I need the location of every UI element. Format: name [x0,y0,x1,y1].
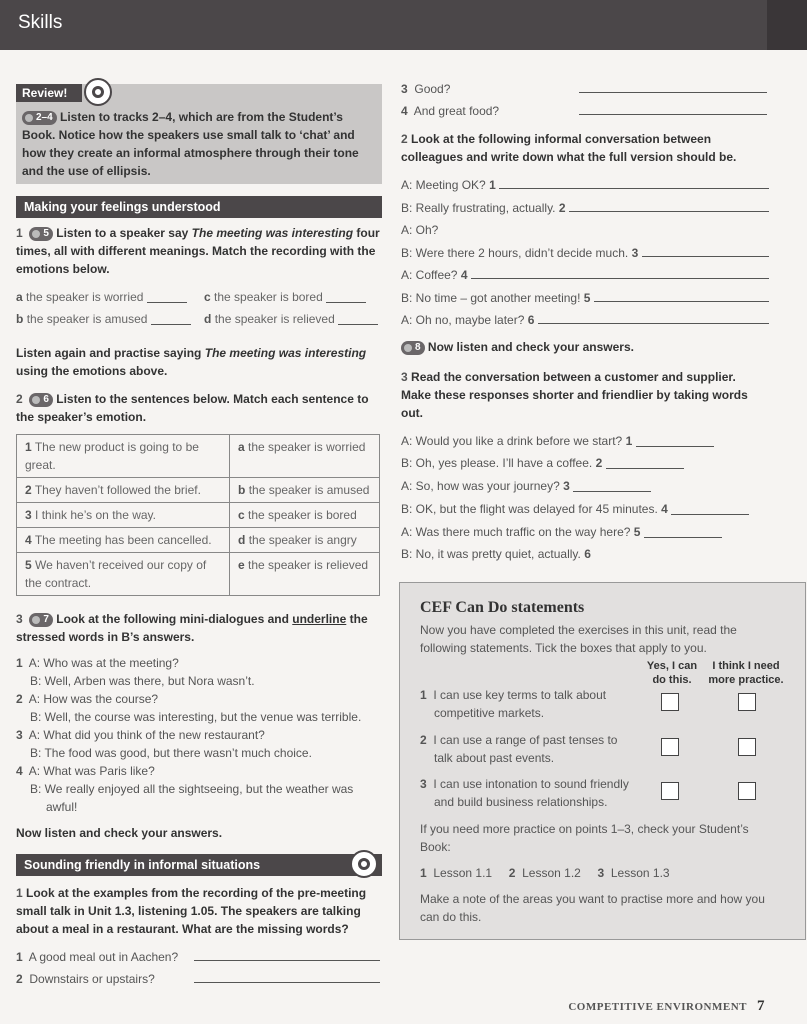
page-title: Skills [18,12,63,33]
option-b: b the speaker is amused [16,312,191,326]
conversation-customer-supplier [401,432,769,569]
page-number: 7 [757,998,765,1014]
list-item: 4 A: What was Paris like? [16,764,155,778]
cef-can-do-box [399,582,806,940]
page-header [0,0,807,50]
exercise-1-options [16,290,382,336]
footer-section: COMPETITIVE ENVIRONMENT [568,1001,747,1013]
column-heading-yes: Yes, I can do this. [646,660,698,686]
review-box [16,84,382,184]
checkbox-practice-2[interactable] [738,738,756,756]
audio-track-icon: 7 [29,613,53,627]
cef-lessons: 1 Lesson 1.1 2 Lesson 1.2 3 Lesson 1.3 [420,866,670,880]
exercise-1-instruction: 1 5 Listen to a speaker say The meeting was interesting four times, all with different meanings. Match the recording with the emotions below. [16,226,380,276]
page-footer [568,998,765,1015]
list-item: A: So, how was your journey? 3 [401,477,769,500]
table-row: 2 They haven’t followed the brief. b the speaker is amused [17,478,380,503]
section-heading-sounding: Sounding friendly in informal situations [16,854,382,876]
left-column [16,84,382,992]
practise-instruction: Listen again and practise saying The meeting was interesting using the emotions above. [16,346,367,378]
list-item: A: Was there much traffic on the way here? 5 [401,523,769,546]
review-label-bar [16,84,82,102]
sounding-exercise-2-instruction: 2 Look at the following informal conversation between colleagues and write down what the full version should be. [401,132,737,164]
option-d: d the speaker is relieved [204,312,378,326]
cef-title: CEF Can Do statements [420,599,585,616]
exercise-3-instruction: 3 7 Look at the following mini-dialogues and underline the stressed words in B’s answers. [16,612,368,644]
list-item: 1 A good meal out in Aachen? [16,948,382,970]
review-label: Review! [22,86,68,100]
option-a: a the speaker is worried [16,290,187,304]
table-row: 3 I think he’s on the way. c the speaker is bored [17,503,380,528]
list-item: A: Oh? [401,223,439,237]
list-item: B: Oh, yes please. I’ll have a coffee. 2 [401,454,769,477]
exercise-2-instruction: 2 6 Listen to the sentences below. Match each sentence to the speaker’s emotion. [16,392,369,424]
checkbox-yes-3[interactable] [661,782,679,800]
list-item: A: Would you like a drink before we start? 1 [401,432,769,455]
table-row: 5 We haven’t received our copy of the contract. e the speaker is relieved [17,553,380,596]
list-item: 2 Downstairs or upstairs? [16,970,382,992]
disc-icon [350,850,378,878]
cef-statement-1: 1 I can use key terms to talk about competitive markets. [420,688,607,720]
list-item: 3 Good? [401,80,769,102]
list-item: A: Coffee? 4 [401,266,769,289]
check-answers-text: Now listen and check your answers. [16,826,223,840]
conversation-colleagues [401,176,769,334]
section-heading-feelings: Making your feelings understood [16,196,382,218]
mini-dialogues: 1 A: Who was at the meeting? B: Well, Arben was there, but Nora wasn’t. 2 A: How was the course? B: Well, the course was interesting, but the venue was terrible. 3 A: What did you think of the new restaurant? B: The food was good, but there wasn’t much choice. 4 A: What was Paris like? B: We really enjoyed all the sightseeing, but the weather was awful! [16,654,382,816]
list-item: B: OK, but the flight was delayed for 45 minutes. 4 [401,500,769,523]
list-item: 1 A: Who was at the meeting? [16,656,179,670]
list-item: A: Oh no, maybe later? 6 [401,311,769,334]
cef-intro: Now you have completed the exercises in this unit, read the following statements. Tick the boxes that apply to you. [420,623,737,655]
review-disc-icon [84,78,112,106]
audio-track-icon: 5 [29,227,53,241]
column-heading-practice: I think I need more practice. [708,660,784,686]
cef-more-practice: If you need more practice on points 1–3, check your Student’s Book: [420,822,749,854]
audio-track-icon: 6 [29,393,53,407]
list-item: 2 A: How was the course? [16,692,159,706]
cef-statement-2: 2 I can use a range of past tenses to talk about past events. [420,733,618,765]
list-item: 4 And great food? [401,102,769,124]
header-strip [767,0,807,50]
table-row: 1 The new product is going to be great. a the speaker is worried [17,435,380,478]
checkbox-practice-1[interactable] [738,693,756,711]
list-item: A: Meeting OK? 1 [401,176,769,199]
table-row: 4 The meeting has been cancelled. d the speaker is angry [17,528,380,553]
sounding-exercise-1-instruction: 1 Look at the examples from the recording of the pre-meeting small talk in Unit 1.3, listening 1.05. The speakers are talking about a meal in a restaurant. What are the missing words? [16,886,367,936]
checkbox-yes-2[interactable] [661,738,679,756]
cef-note: Make a note of the areas you want to practise more and how you can do this. [420,892,765,924]
sounding-exercise-3-instruction: 3 Read the conversation between a customer and supplier. Make these responses shorter and friendlier by taking words out. [401,369,748,420]
audio-track-icon: 2–4 [22,111,57,125]
list-item: B: No, it was pretty quiet, actually. 6 [401,547,591,562]
listen-check-instruction: 8 Now listen and check your answers. [401,338,769,356]
list-item: B: Were there 2 hours, didn’t decide much. 3 [401,244,769,267]
checkbox-practice-3[interactable] [738,782,756,800]
list-item: 3 A: What did you think of the new restaurant? [16,728,265,742]
sounding-exercise-1-items [16,948,382,992]
audio-track-icon: 8 [401,341,425,355]
right-column [401,80,769,568]
list-item: B: Really frustrating, actually. 2 [401,199,769,222]
matching-table [16,434,380,596]
list-item: B: No time – got another meeting! 5 [401,289,769,312]
cef-statement-3: 3 I can use intonation to sound friendly and build business relationships. [420,777,629,809]
checkbox-yes-1[interactable] [661,693,679,711]
option-c: c the speaker is bored [204,290,366,304]
review-text: 2–4 Listen to tracks 2–4, which are from the Student’s Book. Notice how the speakers use small talk to ‘chat’ and how they create an informal atmosphere through their tone and the use of ellipsis. [22,110,359,178]
